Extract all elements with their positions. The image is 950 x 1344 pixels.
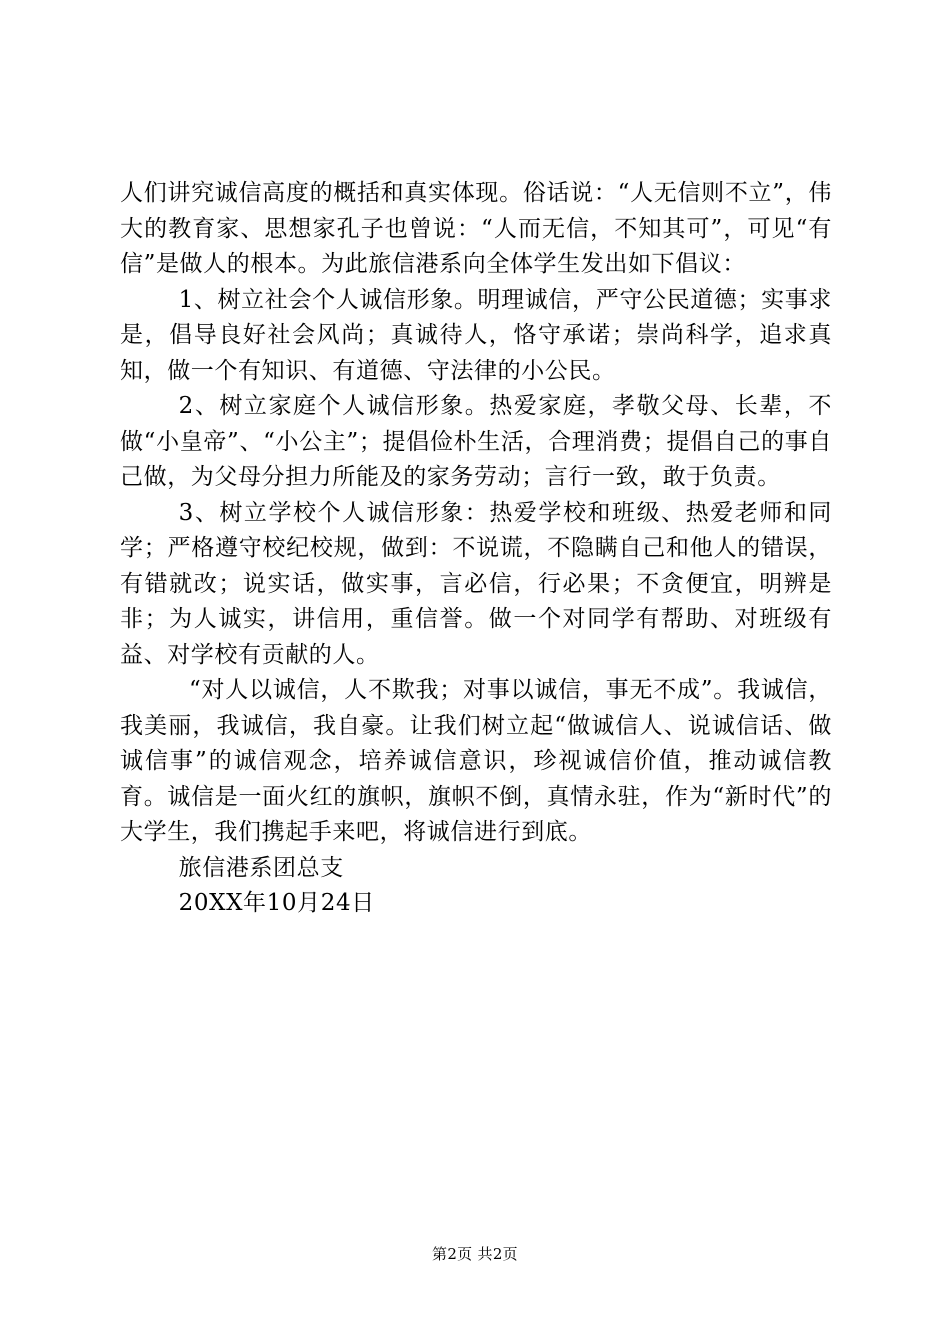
document-body <box>120 176 832 922</box>
signature-organization: 旅信港系团总支 <box>178 854 344 881</box>
page-footer: 第2页 共2页 <box>432 1245 518 1263</box>
paragraph-item-3: 3、树立学校个人诚信形象：热爱学校和班级、热爱老师和同学；严格遵守校纪校规，做到：不说谎，不隐瞒自己和他人的错误，有错就改；说实话，做实事，言必信，行必果；不贪便宜，明辨是非；为人诚实，讲信用，重信誉。做一个对同学有帮助、对班级有益、对学校有贡献的人。 <box>120 499 832 668</box>
paragraph-item-1: 1、树立社会个人诚信形象。明理诚信，严守公民道德；实事求是，倡导良好社会风尚；真诚待人，恪守承诺；崇尚科学，追求真知，做一个有知识、有道德、守法律的小公民。 <box>120 286 832 384</box>
signature-date: 20XX年10月24日 <box>178 890 375 916</box>
paragraph-item-2: 2、树立家庭个人诚信形象。热爱家庭，孝敬父母、长辈，不做“小皇帝”、“小公主”；提倡俭朴生活，合理消费；提倡自己的事自己做，为父母分担力所能及的家务劳动；言行一致，敢于负责。 <box>120 393 832 490</box>
paragraph-closing: “对人以诚信，人不欺我；对事以诚信，事无不成”。我诚信，我美丽，我诚信，我自豪。让我们树立起“做诚信人、说诚信话、做诚信事”的诚信观念，培养诚信意识，珍视诚信价值，推动诚信教育。诚信是一面火红的旗帜，旗帜不倒，真情永驻，作为“新时代”的大学生，我们携起手来吧，将诚信进行到底。 <box>120 677 832 845</box>
paragraph-intro: 人们讲究诚信高度的概括和真实体现。俗话说：“人无信则不立”，伟大的教育家、思想家孔子也曾说：“人而无信，不知其可”，可见“有信”是做人的根本。为此旅信港系向全体学生发出如下倡议： <box>120 180 832 277</box>
